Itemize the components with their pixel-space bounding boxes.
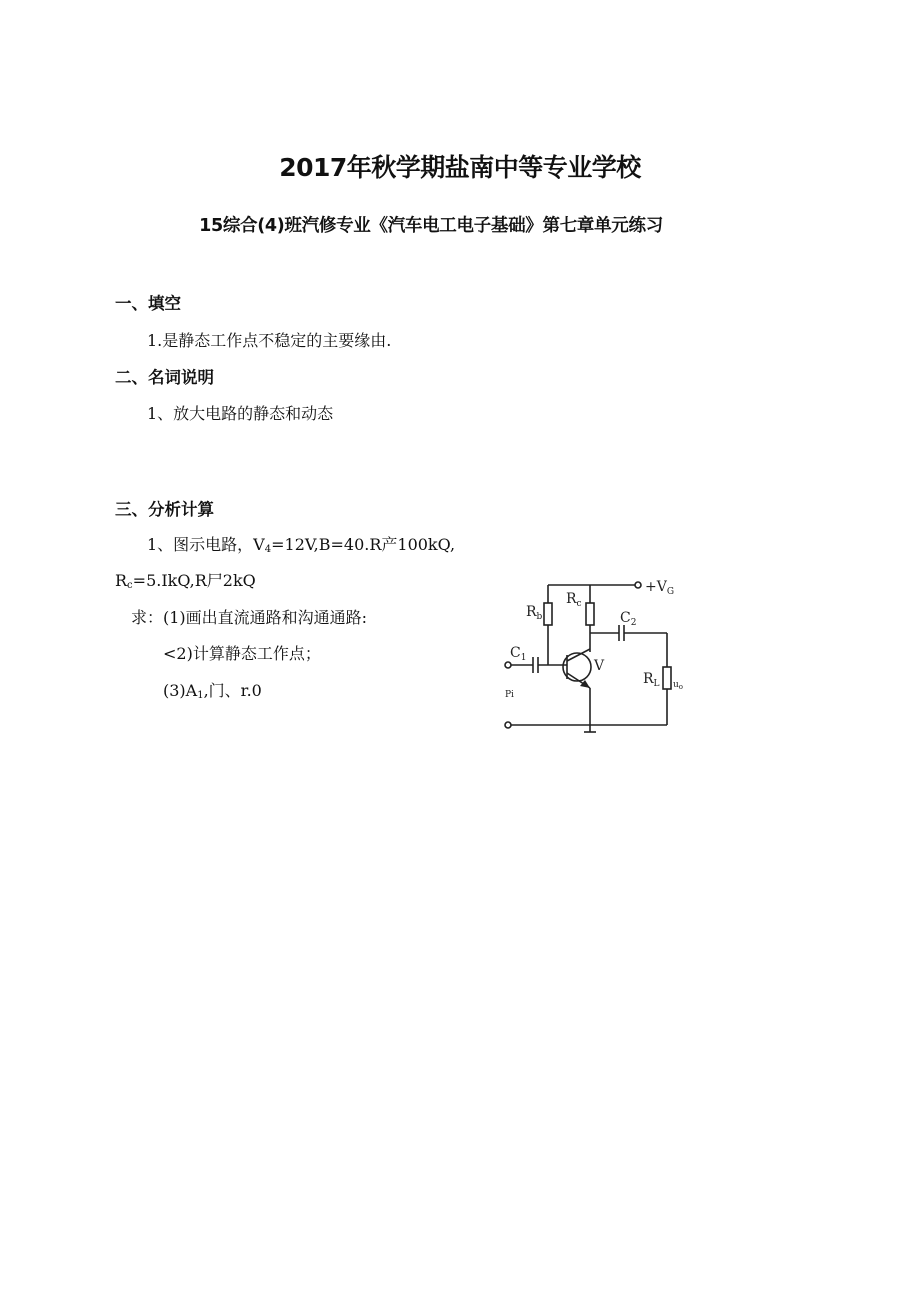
vi-label: Pi <box>505 690 514 700</box>
section-heading-fill-blank: 一、填空 <box>115 294 181 313</box>
problem-subscript: 1 <box>197 690 204 701</box>
requirement-2: <2)计算静态工作点； <box>163 644 321 663</box>
section-heading-term-explanation: 二、名词说明 <box>115 368 214 387</box>
c1-label: C <box>510 645 521 661</box>
document-title: 2017年秋学期盐南中等专业学校 <box>279 153 641 182</box>
rl-sub: L <box>653 679 660 689</box>
requirement-1: 求：(1)画出直流通路和沟通通路: <box>131 608 368 627</box>
problem-text: =12V,B=40.R产100kQ, <box>271 535 456 554</box>
c2-sub: 2 <box>630 618 637 628</box>
vcc-sub: G <box>666 587 675 597</box>
rc-label: R <box>566 591 577 607</box>
section-heading-analysis: 三、分析计算 <box>115 500 214 519</box>
svg-text:RL <box>643 671 660 689</box>
document-subtitle: 15综合(4)班汽修专业《汽车电工电子基础》第七章单元练习 <box>199 216 663 236</box>
emitter-arrow-icon <box>580 680 590 688</box>
problem-text: 1、图示电路，V <box>147 535 265 554</box>
svg-text:Rc <box>566 591 582 609</box>
problem-subscript: 4 <box>264 544 272 555</box>
svg-text:Rb <box>526 604 543 622</box>
vo-label: u <box>673 680 679 690</box>
svg-text:C2 <box>620 610 636 628</box>
transistor-label: V <box>594 658 605 674</box>
analysis-problem-line-1 <box>147 532 455 555</box>
svg-text:+VG <box>645 579 674 597</box>
analysis-problem-line-2 <box>115 568 256 591</box>
c2-label: C <box>620 610 631 626</box>
vo-sub: o <box>678 683 684 691</box>
requirement-3 <box>163 678 262 701</box>
c1-sub: 1 <box>520 653 527 663</box>
term-question-1: 1、放大电路的静态和动态 <box>147 404 334 423</box>
rb-label: R <box>526 604 537 620</box>
problem-text: R <box>115 571 128 590</box>
problem-text: ,门、r.0 <box>203 681 262 700</box>
problem-text: (3)A <box>163 681 198 700</box>
problem-subscript: c <box>127 580 133 591</box>
problem-text: =5.IkQ,R尸2kQ <box>132 571 256 590</box>
rb-sub: b <box>536 612 543 622</box>
vcc-label: +V <box>645 579 667 595</box>
fill-blank-question-1: 1.是静态工作点不稳定的主要缘由. <box>147 331 392 350</box>
svg-text:C1 <box>510 645 526 663</box>
svg-text:uo <box>673 680 683 691</box>
rc-sub: c <box>576 599 582 609</box>
amplifier-circuit-diagram <box>495 570 715 740</box>
rl-label: R <box>643 671 654 687</box>
